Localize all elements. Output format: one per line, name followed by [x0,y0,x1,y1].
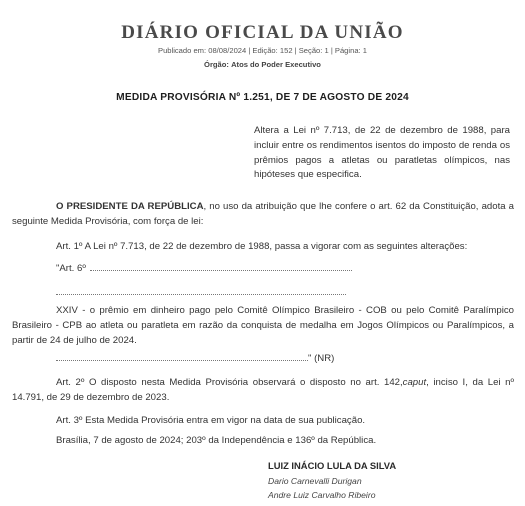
organ-label: Órgão: [204,60,229,69]
cosigner-2: Andre Luiz Carvalho Ribeiro [268,490,376,500]
article-3: Art. 3º Esta Medida Provisória entra em vigor na data de sua publicação. [56,415,366,426]
article-6-label: "Art. 6º [56,263,86,274]
preamble-authority: O PRESIDENTE DA REPÚBLICA [56,201,204,212]
cosigner-1: Dario Carnevalli Durigan [268,476,362,486]
ellipsis-dots [90,262,352,271]
article-2-caput: caput [402,377,427,388]
ementa: Altera a Lei nº 7.713, de 22 de dezembro de 1988, para incluir entre os rendimentos isentos do imposto de renda os prêmios pagos a atletas ou paratletas olímpicos, nas hipóteses que especifica. [254,125,510,181]
preamble-text: , no uso da atribuição que lhe confere o art. 62 da Constituição, adota a seguinte Medida Provisória, com força de lei: [12,201,515,227]
inciso-xxiv: XXIV - o prêmio em dinheiro pago pelo Comitê Olímpico Brasileiro - COB ou pelo Comitê Paralímpico Brasileiro - CPB ao atleta ou paratleta em razão da conquista de medalha em Jogos Olímpicos ou Paralímpicos, a partir de 24 de julho de 2024. [12,305,514,346]
ellipsis-dots [56,352,308,361]
president-signature: LUIZ INÁCIO LULA DA SILVA [268,460,397,471]
organ-line [0,60,525,69]
masthead: DIÁRIO OFICIAL DA UNIÃO [121,22,404,43]
omitted-text-line [56,286,356,295]
nr-label: " (NR) [308,353,335,364]
date-line: Brasília, 7 de agosto de 2024; 203º da Independência e 136º da República. [56,435,377,446]
article-2-text-b: , inciso I, da Lei nº 14.791, de 29 de dezembro de 2023. [12,377,514,403]
article-6-line [56,262,356,277]
publication-info: Publicado em: 08/08/2024 | Edição: 152 | Seção: 1 | Página: 1 [158,46,367,55]
preamble [12,200,514,230]
article-2 [12,376,514,406]
nr-line [56,352,456,367]
act-title: MEDIDA PROVISÓRIA Nº 1.251, DE 7 DE AGOSTO DE 2024 [116,92,409,103]
article-1: Art. 1º A Lei nº 7.713, de 22 de dezembro de 1988, passa a vigorar com as seguintes alterações: [56,241,468,252]
ellipsis-dots [56,286,346,295]
article-2-text-a: Art. 2º O disposto nesta Medida Provisória observará o disposto no art. 142, [56,377,403,388]
organ-value: Atos do Poder Executivo [231,60,321,69]
